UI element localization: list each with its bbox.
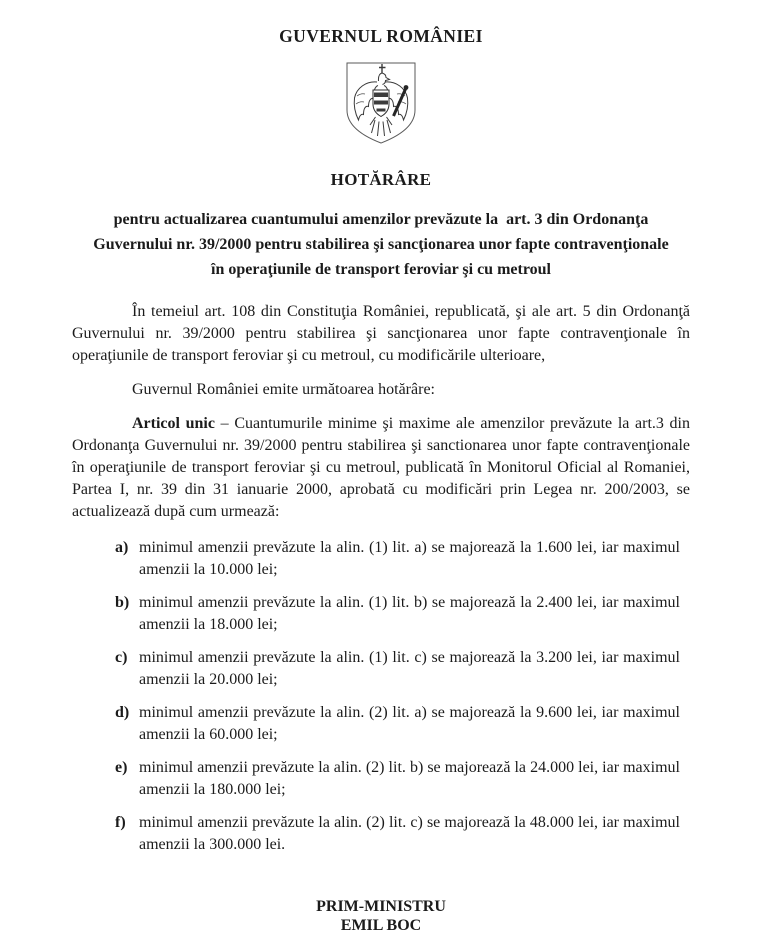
list-item-text: minimul amenzii prevăzute la alin. (1) lit. b) se majorează la 2.400 lei, iar maximul amenzii la 18.000 lei; — [139, 594, 680, 633]
articol-unic-text: – Cuantumurile minime şi maxime ale amenzilor prevăzute la art.3 din Ordonanţa Guvernului nr. 39/2000 pentru stabilirea şi sanctionarea unor fapte contravenţionale în operaţiunile de transport feroviar şi cu metroul, publicată în Monitorul Oficial al Romaniei, Partea I, nr. 39 din 31 ianuarie 2000, aprobată cu modificări prin Legea nr. 200/2003, se actualizează după cum urmează: — [72, 415, 690, 520]
list-marker: e) — [115, 759, 128, 776]
document-type-heading: HOTĂRÂRE — [330, 170, 432, 189]
list-item-d — [115, 702, 680, 746]
amendment-list — [115, 537, 690, 856]
list-item-e — [115, 757, 680, 801]
list-item-text: minimul amenzii prevăzute la alin. (2) lit. a) se majorează la 9.600 lei, iar maximul amenzii la 60.000 lei; — [139, 704, 680, 743]
list-item-a — [115, 537, 680, 581]
signature-block — [72, 897, 690, 935]
paragraph-emit: Guvernul României emite următoarea hotărâre: — [132, 381, 435, 398]
emblem-container — [72, 60, 690, 148]
list-marker: a) — [115, 539, 129, 556]
list-item-text: minimul amenzii prevăzute la alin. (1) lit. a) se majorează la 1.600 lei, iar maximul amenzii la 10.000 lei; — [139, 539, 680, 578]
articol-unic-label: Articol unic — [132, 415, 215, 432]
signature-role: PRIM-MINISTRU — [316, 898, 446, 915]
list-item-text: minimul amenzii prevăzute la alin. (2) lit. b) se majorează la 24.000 lei, iar maximul amenzii la 180.000 lei; — [139, 759, 680, 798]
paragraph-intro: În temeiul art. 108 din Constituţia României, republicată, şi ale art. 5 din Ordonanţă Guvernului nr. 39/2000 pentru stabilirea şi sancţionarea unor fapte contravenţionale în operaţiunile de transport feroviar şi cu metroul, cu modificările ulterioare, — [72, 303, 690, 364]
list-item-text: minimul amenzii prevăzute la alin. (2) lit. c) se majorează la 48.000 lei, iar maximul amenzii la 300.000 lei. — [139, 814, 680, 853]
list-marker: d) — [115, 704, 130, 721]
list-item-text: minimul amenzii prevăzute la alin. (1) lit. c) se majorează la 3.200 lei, iar maximul amenzii la 20.000 lei; — [139, 649, 680, 688]
list-marker: f) — [115, 814, 126, 831]
document-subtitle: pentru actualizarea cuantumului amenzilor prevăzute la art. 3 din Ordonanţa Guvernului nr. 39/2000 pentru stabilirea şi sancţionarea unor fapte contravenţionale în operaţiunile de transport feroviar şi cu metroul — [93, 211, 669, 278]
list-marker: c) — [115, 649, 128, 666]
paragraph-articol-unic — [72, 413, 690, 523]
list-item-c — [115, 647, 680, 691]
signature-name: EMIL BOC — [340, 917, 422, 934]
page-title: GUVERNUL ROMÂNIEI — [279, 26, 483, 46]
list-marker: b) — [115, 594, 130, 611]
list-item-f — [115, 812, 680, 856]
list-item-b — [115, 592, 680, 636]
romanian-coat-of-arms-icon — [341, 60, 421, 146]
